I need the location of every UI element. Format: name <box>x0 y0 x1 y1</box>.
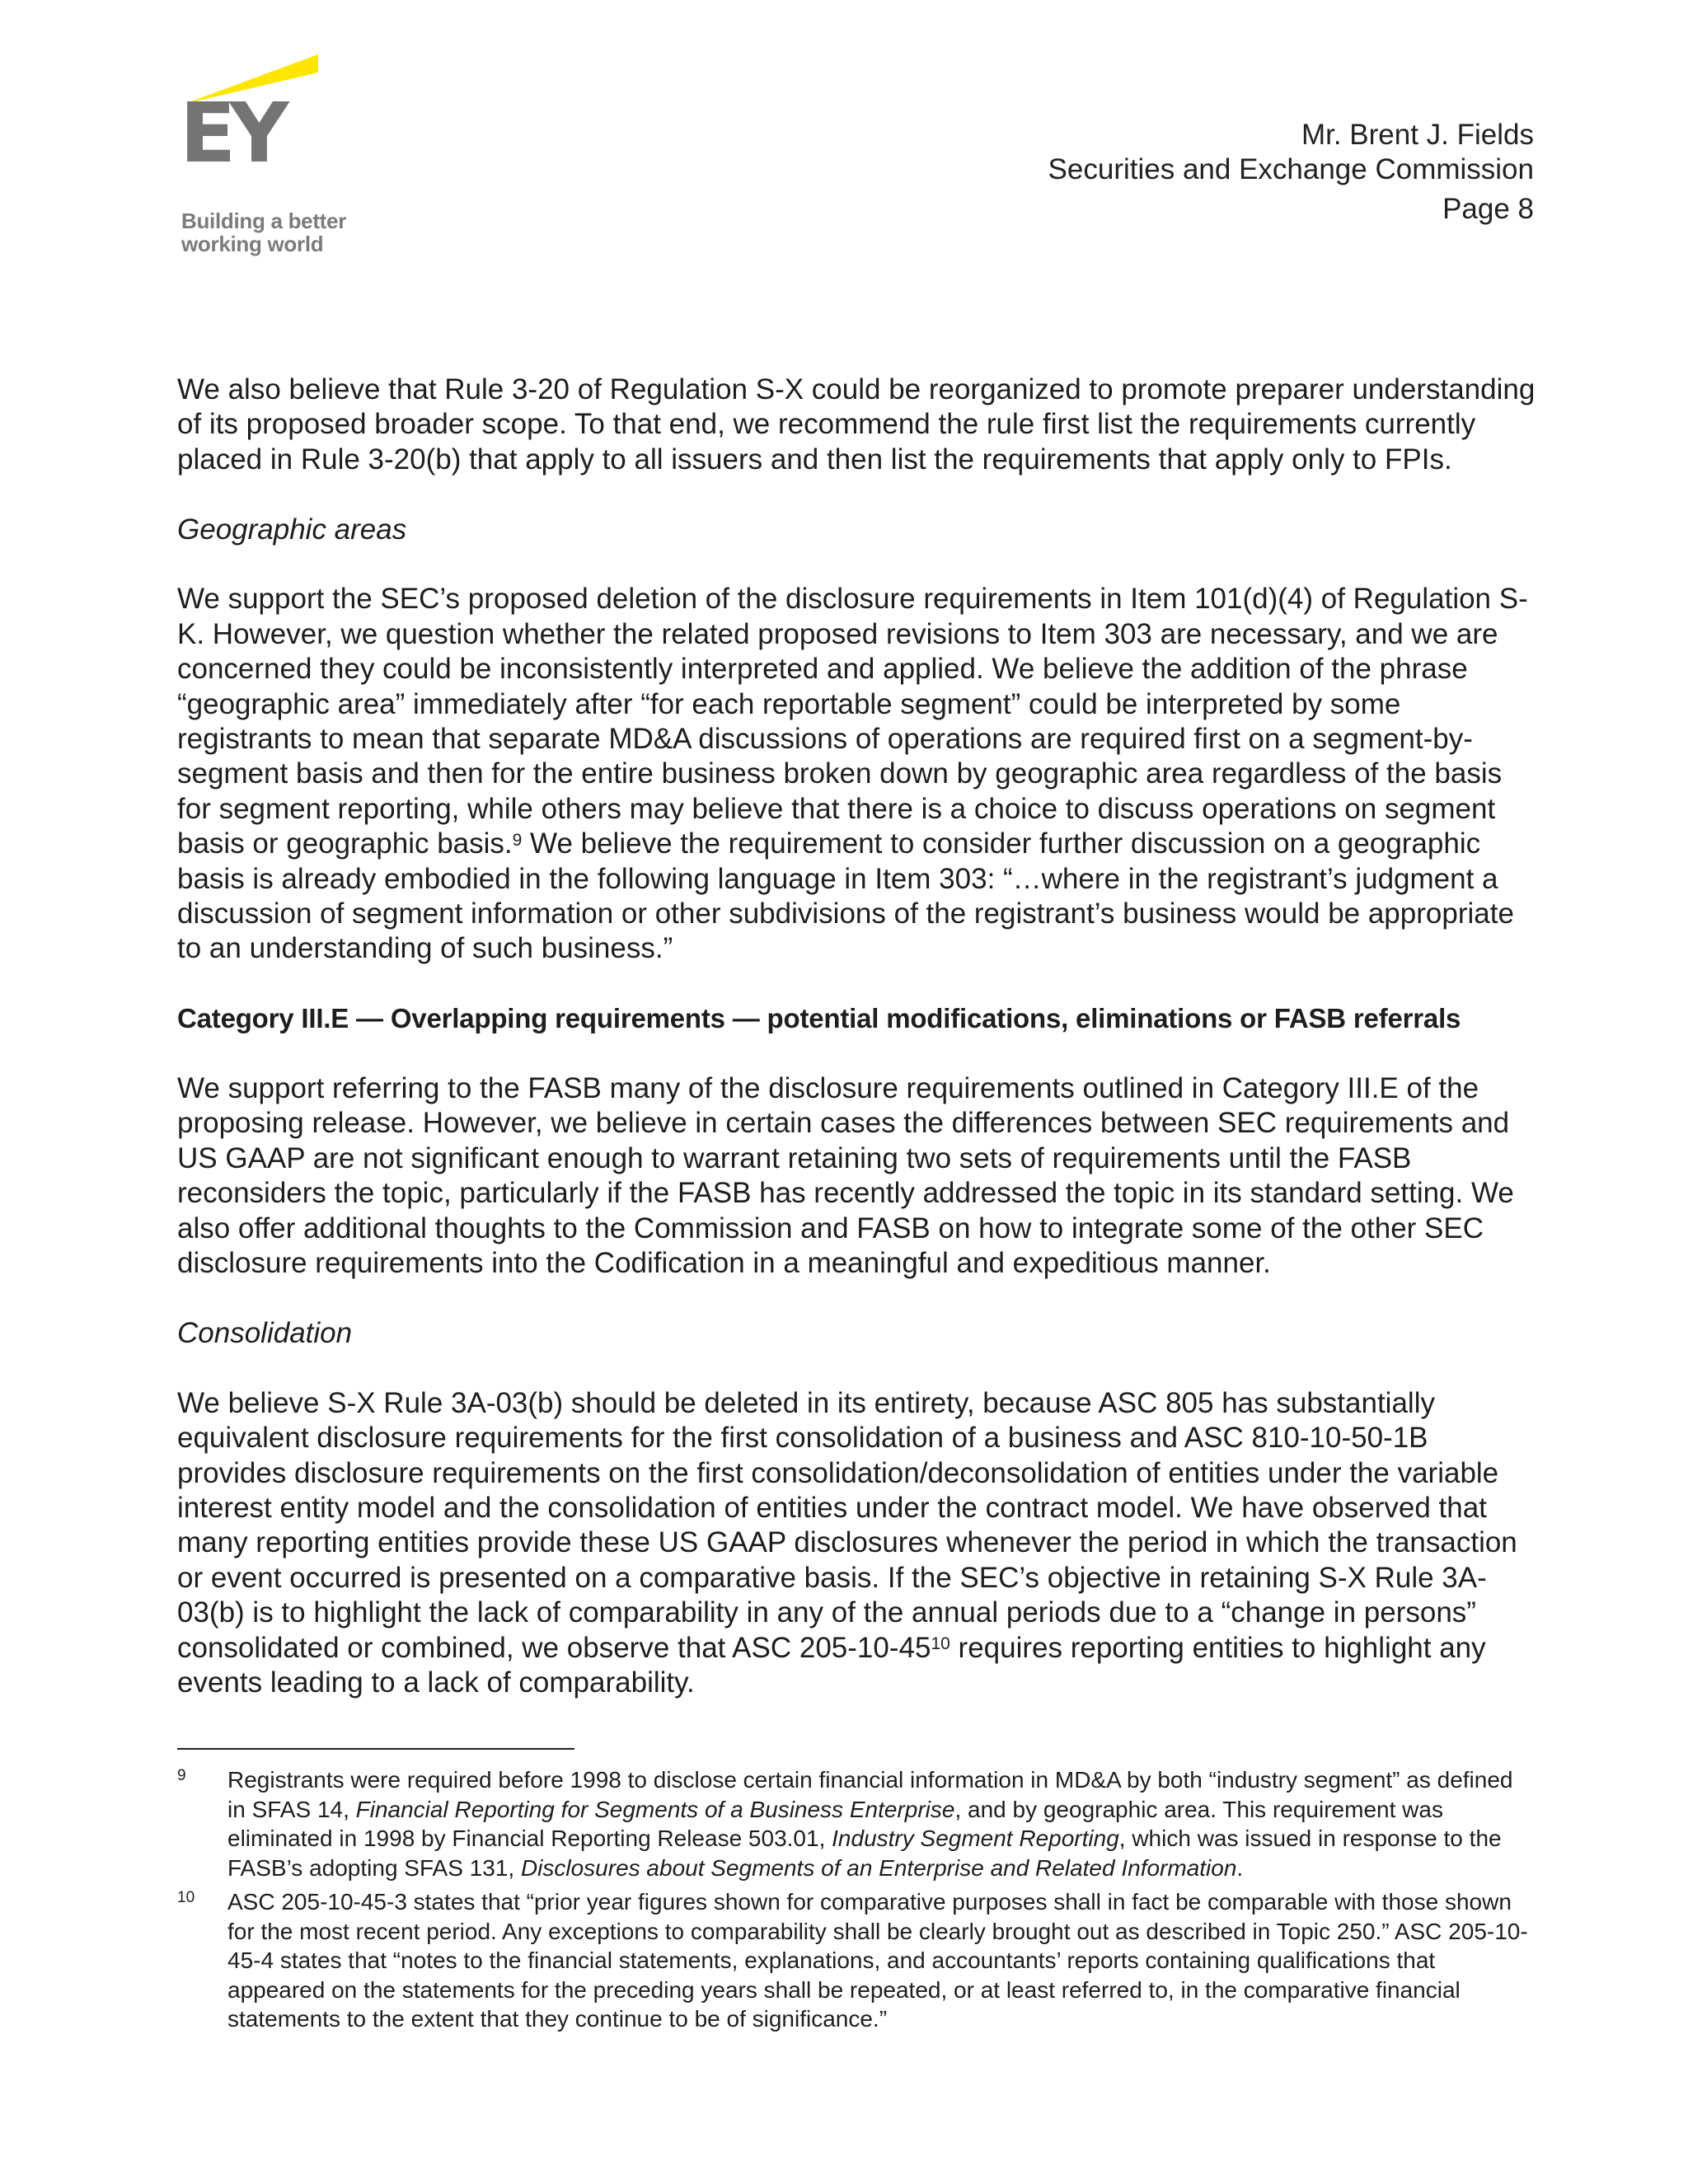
footnote-9-text-2: , and by geographic area. This requirement was eliminated in 1998 by Financial Reporting Release 503.01, <box>227 1796 1443 1851</box>
letter-header <box>1048 118 1534 227</box>
paragraph-consolidation <box>177 1386 1537 1701</box>
page-number: Page 8 <box>1442 193 1534 225</box>
footnote-number: 9 <box>177 1767 186 1784</box>
heading-consolidation: Consolidation <box>177 1316 353 1349</box>
ey-logo-mark <box>180 54 321 162</box>
paragraph-geographic-areas <box>177 582 1537 966</box>
logo-tagline-line1: Building a better <box>181 209 347 233</box>
footnote-9-title-sfas131: Disclosures about Segments of an Enterprise and Related Information <box>520 1854 1237 1881</box>
footnotes <box>177 1765 1537 2039</box>
paragraph-geographic-text-b: We believe the requirement to consider further discussion on a geographic basis is already embodied in the following language in Item 303: “…where in the registrant’s judgment a discussion of segment information or other subdivisions of the registrant’s business would be appropriate to an understanding of such business.” <box>177 827 1514 965</box>
footnote-9-title-sfas14: Financial Reporting for Segments of a Business Enterprise <box>355 1796 955 1822</box>
recipient-name: Mr. Brent J. Fields <box>1301 119 1534 151</box>
footnote-10 <box>177 1887 1537 2034</box>
footnote-number: 10 <box>177 1889 195 1906</box>
footnote-ref-10: 10 <box>931 1634 950 1654</box>
paragraph-fasb-referrals: We support referring to the FASB many of the disclosure requirements outlined in Category III.E of the proposing release. However, we believe in certain cases the differences between SEC requirements and US GAAP are not significant enough to warrant retaining two sets of requirements until the FASB reconsiders the topic, particularly if the FASB has recently addressed the topic in its standard setting. We also offer additional thoughts to the Commission and FASB on how to integrate some of the other SEC disclosure requirements into the Codification in a meaningful and expeditious manner. <box>177 1072 1514 1280</box>
footnote-9-text-3: , which was issued in response to the FASB’s adopting SFAS 131, <box>227 1825 1502 1881</box>
footnote-9-title-frr: Industry Segment Reporting <box>832 1825 1119 1851</box>
paragraph-geographic-text-a: We support the SEC’s proposed deletion of the disclosure requirements in Item 101(d)(4) of Regulation S-K. However, we question whether the related proposed revisions to Item 303 are necessary, and we are concerned they could be inconsistently interpreted and applied. We believe the addition of the phrase “geographic area” immediately after “for each reportable segment” could be interpreted by some registrants to mean that separate MD&A discussions of operations are required first on a segment-by-segment basis and then for the entire business broken down by geographic area regardless of the basis for segment reporting, while others may believe that there is a choice to discuss operations on segment basis or geographic basis. <box>177 583 1528 860</box>
recipient-organization: Securities and Exchange Commission <box>1048 153 1534 185</box>
footnote-text: ASC 205-10-45-3 states that “prior year figures shown for comparative purposes shall in fact be comparable with those shown for the most recent period. Any exceptions to comparability shall be clearly brought out as described in Topic 250.” ASC 205-10-45-4 states that “notes to the financial statements, explanations, and accountants’ reports containing qualifications that appeared on the statements for the preceding years shall be repeated, or at least referred to, in the comparative financial statements to the extent that they continue to be of significance.” <box>227 1889 1528 2032</box>
letter-body <box>177 373 1537 1736</box>
footnote-9-text-1: Registrants were required before 1998 to disclose certain financial information in MD&A by both “industry segment” as defined in SFAS 14, <box>227 1767 1513 1822</box>
paragraph-consolidation-text-b: requires reporting entities to highlight any events leading to a lack of comparability. <box>177 1631 1486 1699</box>
footnote-9 <box>177 1765 1537 1882</box>
paragraph-consolidation-text-a: We believe S-X Rule 3A-03(b) should be deleted in its entirety, because ASC 805 has substantially equivalent disclosure requirements for the first consolidation of a business and ASC 810-10-50-1B provides disclosure requirements on the first consolidation/deconsolidation of entities under the variable interest entity model and the consolidation of entities under the contract model. We have observed that many reporting entities provide these US GAAP disclosures whenever the period in which the transaction or event occurred is presented on a comparative basis. If the SEC’s objective in retaining S-X Rule 3A-03(b) is to highlight the lack of comparability in any of the annual periods due to a “change in persons” consolidated or combined, we observe that ASC 205-10-45 <box>177 1386 1517 1664</box>
heading-geographic-areas: Geographic areas <box>177 513 407 546</box>
footnote-text <box>227 1765 1537 1882</box>
footnote-9-text-4: . <box>1236 1854 1244 1881</box>
logo-tagline-line2: working world <box>181 232 324 256</box>
ey-logo <box>180 54 361 260</box>
logo-tagline <box>181 209 346 255</box>
ey-logo-letters: EY <box>180 85 283 162</box>
heading-category-iii-e: Category III.E — Overlapping requirements — potential modifications, eliminations or FASB referrals <box>177 1003 1461 1034</box>
footnote-divider <box>177 1748 574 1750</box>
footnote-ref-9: 9 <box>512 830 523 850</box>
paragraph-rule-3-20: We also believe that Rule 3-20 of Regulation S-X could be reorganized to promote preparer understanding of its proposed broader scope. To that end, we recommend the rule first list the requirements currently placed in Rule 3-20(b) that apply to all issuers and then list the requirements that apply only to FPIs. <box>177 373 1536 476</box>
